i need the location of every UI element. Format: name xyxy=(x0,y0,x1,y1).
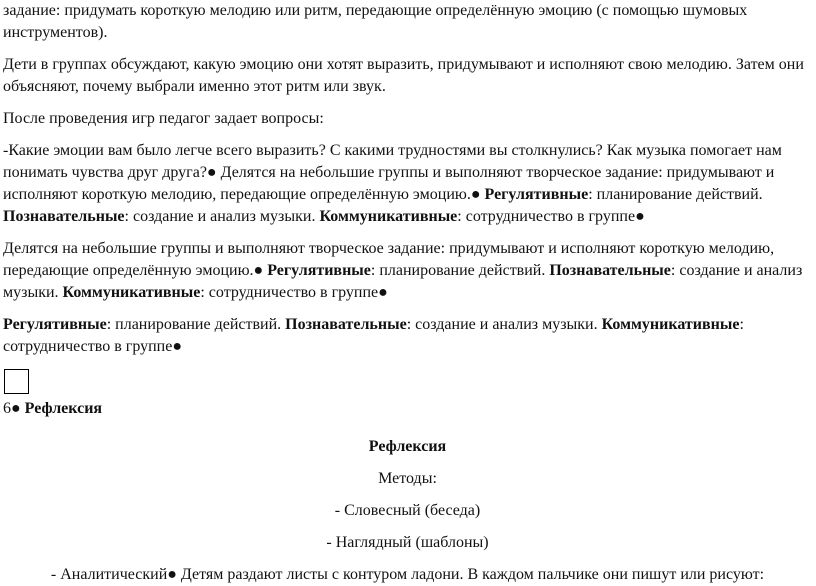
label-regulative: Регулятивные xyxy=(484,186,589,203)
cognitive-text: : создание и анализ музыки. xyxy=(406,316,602,333)
label-communicative: Коммуникативные xyxy=(319,208,458,225)
regulative-text: : планирование действий. xyxy=(588,186,763,203)
paragraph-groups xyxy=(3,238,812,304)
paragraph-task: задание: придумать короткую мелодию или ритм, передающие определённую эмоцию (с помощью шумовых инструментов). xyxy=(3,2,748,41)
paragraph-discussion: Дети в группах обсуждают, какую эмоцию они хотят выразить, придумывают и исполняют свою мелодию. Затем они объясняют, почему выбрали именно этот ритм или звук. xyxy=(3,56,804,95)
groups-text: Делятся на небольшие группы и выполняют творческое задание: придумывают и исполняют короткую мелодию, передающие определённую эмоцию.● xyxy=(3,240,775,279)
label-cognitive: Познавательные xyxy=(549,262,671,279)
section-title: Рефлексия xyxy=(24,400,103,417)
reflection-heading xyxy=(3,436,812,458)
label-communicative: Коммуникативные xyxy=(62,284,201,301)
method-analytic: - Аналитический● Детям раздают листы с контуром ладони. В каждом пальчике они пишут или рисуют: xyxy=(50,566,765,583)
method-verbal: - Словесный (беседа) xyxy=(334,502,481,519)
paragraph-questions xyxy=(3,140,812,228)
label-communicative: Коммуникативные xyxy=(601,316,740,333)
section-line xyxy=(3,398,812,420)
label-regulative: Регулятивные xyxy=(3,316,107,333)
method-visual: - Наглядный (шаблоны) xyxy=(326,534,489,551)
section-number: 6● xyxy=(3,400,21,417)
paragraph-uud xyxy=(3,314,812,358)
regulative-text: : планирование действий. xyxy=(370,262,550,279)
communicative-text: : сотрудничество в группе● xyxy=(3,316,744,355)
cognitive-text: : создание и анализ музыки. xyxy=(3,262,803,301)
paragraph-questions-intro: После проведения игр педагог задает вопросы: xyxy=(3,110,324,127)
reflection-heading-text: Рефлексия xyxy=(368,438,447,455)
regulative-text: : планирование действий. xyxy=(106,316,286,333)
communicative-text: : сотрудничество в группе● xyxy=(200,284,388,301)
label-cognitive: Познавательные xyxy=(285,316,407,333)
communicative-text: : сотрудничество в группе● xyxy=(457,208,645,225)
empty-table-cell xyxy=(4,369,29,394)
label-regulative: Регулятивные xyxy=(267,262,371,279)
label-cognitive: Познавательные xyxy=(3,208,125,225)
methods-label: Методы: xyxy=(378,470,437,487)
cognitive-text: : создание и анализ музыки. xyxy=(124,208,320,225)
questions-text: -Какие эмоции вам было легче всего выразить? С какими трудностями вы столкнулись? Как музыка помогает нам понимать чувства друг друга?● Делятся на небольшие группы и выполняют творческое задание: придумывают и исполняют короткую мелодию, передающие определённую эмоцию.● xyxy=(3,142,782,203)
